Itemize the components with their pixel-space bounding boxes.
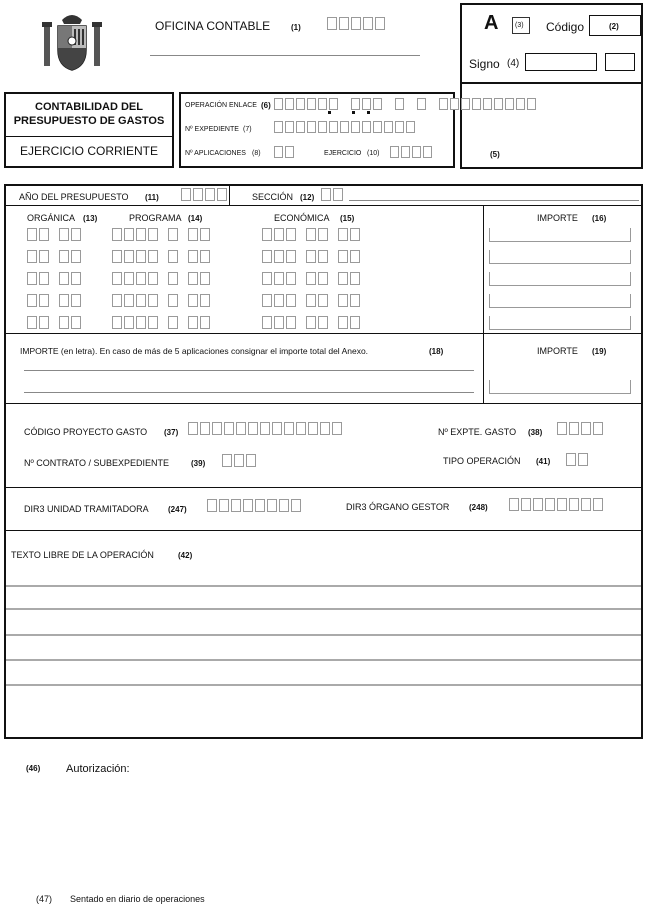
expediente-cells[interactable]	[274, 121, 415, 133]
anio-cells[interactable]	[181, 188, 227, 201]
autorizacion-num: (46)	[26, 764, 41, 773]
importe-label: IMPORTE	[537, 213, 578, 223]
tipo-operacion-num: (41)	[536, 457, 551, 466]
contrato-cells[interactable]	[222, 454, 256, 467]
programa-cells-row-5[interactable]	[112, 316, 210, 329]
importe-total-label: IMPORTE	[537, 346, 578, 356]
title-line2: PRESUPUESTO DE GASTOS	[13, 115, 165, 127]
aplicaciones-label: Nº APLICACIONES	[185, 150, 246, 157]
oficina-contable-label: OFICINA CONTABLE	[155, 19, 271, 33]
seccion-underline	[349, 200, 639, 201]
organica-label: ORGÁNICA	[27, 213, 76, 223]
expediente-num: (7)	[243, 126, 252, 133]
programa-label: PROGRAMA	[129, 213, 182, 223]
expte-gasto-label: Nº EXPTE. GASTO	[438, 427, 517, 437]
dir3-organo-label: DIR3 ÓRGANO GESTOR	[346, 502, 450, 512]
importe-field-row-2[interactable]	[489, 250, 631, 264]
field5-num: (5)	[490, 150, 500, 159]
contrato-label: Nº CONTRATO / SUBEXPEDIENTE	[24, 458, 169, 468]
anio-divider	[229, 184, 230, 205]
row-divider-3	[4, 403, 643, 404]
oficina-underline	[150, 55, 420, 56]
economica-cells-row-4[interactable]	[262, 294, 360, 307]
organica-num: (13)	[83, 214, 98, 223]
economica-cells-row-3[interactable]	[262, 272, 360, 285]
operacion-enlace-label: OPERACIÓN ENLACE	[185, 102, 257, 109]
organica-cells-row-2[interactable]	[27, 250, 81, 263]
dir3-organo-cells[interactable]	[509, 498, 603, 511]
row-divider-2	[4, 333, 643, 334]
texto-line-4[interactable]	[6, 659, 641, 661]
dir3-unidad-label: DIR3 UNIDAD TRAMITADORA	[24, 504, 149, 514]
expte-gasto-cells[interactable]	[557, 422, 603, 435]
letra-line-2[interactable]	[24, 392, 474, 393]
oficina-contable-cells[interactable]	[327, 17, 385, 30]
ejercicio-label: EJERCICIO	[324, 150, 362, 157]
economica-num: (15)	[340, 214, 355, 223]
economica-cells-row-2[interactable]	[262, 250, 360, 263]
contrato-num: (39)	[191, 459, 206, 468]
codigo-proyecto-num: (37)	[164, 428, 179, 437]
ejercicio-num: (10)	[367, 150, 380, 157]
texto-line-5[interactable]	[6, 684, 641, 686]
signo-num: (4)	[507, 58, 520, 69]
programa-cells-row-3[interactable]	[112, 272, 210, 285]
codigo-proyecto-label: CÓDIGO PROYECTO GASTO	[24, 427, 148, 437]
anio-label: AÑO DEL PRESUPUESTO	[19, 192, 129, 202]
coat-of-arms-icon	[40, 10, 104, 74]
oficina-contable-num: (1)	[291, 23, 301, 32]
row-divider-4	[4, 487, 643, 488]
importe-letra-num: (18)	[429, 347, 444, 356]
row-divider-5	[4, 530, 643, 531]
texto-line-1[interactable]	[6, 585, 641, 587]
seccion-num: (12)	[300, 193, 315, 202]
codigo-label: Código	[546, 20, 585, 34]
importe-num: (16)	[592, 214, 607, 223]
economica-cells-row-5[interactable]	[262, 316, 360, 329]
enlace-dot-2	[352, 111, 355, 114]
title-line1: CONTABILIDAD DEL	[35, 101, 143, 113]
importe-field-row-4[interactable]	[489, 294, 631, 308]
expediente-label: Nº EXPEDIENTE	[185, 126, 239, 133]
texto-line-2[interactable]	[6, 608, 641, 610]
organica-cells-row-4[interactable]	[27, 294, 81, 307]
importe-total-num: (19)	[592, 347, 607, 356]
importe-total-field[interactable]	[489, 380, 631, 394]
aplicaciones-cells[interactable]	[274, 146, 294, 158]
importe-field-row-5[interactable]	[489, 316, 631, 330]
ejercicio-cells[interactable]	[390, 146, 432, 158]
letter-num: (3)	[515, 22, 524, 29]
importe-letra-label: IMPORTE (en letra). En caso de más de 5 aplicaciones consignar el importe total del Anexo.	[20, 346, 369, 356]
autorizacion-label: Autorización:	[66, 763, 130, 775]
ejercicio-corriente: EJERCICIO CORRIENTE	[19, 144, 158, 158]
dir3-unidad-cells[interactable]	[207, 499, 301, 512]
letter-num-box	[512, 17, 530, 34]
row-divider-1	[4, 205, 643, 206]
expte-gasto-num: (38)	[528, 428, 543, 437]
texto-libre-label: TEXTO LIBRE DE LA OPERACIÓN	[11, 550, 154, 560]
codigo-proyecto-cells[interactable]	[188, 422, 342, 435]
dir3-organo-num: (248)	[469, 503, 488, 512]
codigo-num: (2)	[609, 22, 619, 31]
organica-cells-row-3[interactable]	[27, 272, 81, 285]
anio-num: (11)	[145, 193, 159, 202]
programa-cells-row-2[interactable]	[112, 250, 210, 263]
letra-line-1[interactable]	[24, 370, 474, 371]
texto-libre-num: (42)	[178, 551, 193, 560]
organica-cells-row-5[interactable]	[27, 316, 81, 329]
tipo-operacion-label: TIPO OPERACIÓN	[443, 456, 521, 466]
importe-field-row-1[interactable]	[489, 228, 631, 242]
texto-line-3[interactable]	[6, 634, 641, 636]
codigo-field[interactable]	[589, 15, 641, 36]
dir3-unidad-num: (247)	[168, 505, 187, 514]
title-divider	[4, 136, 174, 137]
programa-num: (14)	[188, 214, 203, 223]
seccion-label: SECCIÓN	[252, 192, 294, 202]
sentado-num: (47)	[36, 894, 53, 904]
importe-col-divider	[483, 205, 484, 403]
enlace-dot-1	[328, 111, 331, 114]
tipo-operacion-cells[interactable]	[566, 453, 588, 466]
signo-label: Signo	[469, 57, 500, 71]
signo-field-2[interactable]	[605, 53, 635, 71]
importe-field-row-3[interactable]	[489, 272, 631, 286]
operacion-enlace-cells[interactable]	[274, 98, 536, 110]
operacion-enlace-num: (6)	[261, 101, 271, 110]
organica-cells-row-1[interactable]	[27, 228, 81, 241]
seccion-cells[interactable]	[321, 188, 343, 201]
signo-field-1[interactable]	[525, 53, 597, 71]
programa-cells-row-4[interactable]	[112, 294, 210, 307]
enlace-dot-3	[367, 111, 370, 114]
sentado-label: Sentado en diario de operaciones	[70, 894, 205, 904]
programa-cells-row-1[interactable]	[112, 228, 210, 241]
economica-label: ECONÓMICA	[274, 213, 330, 223]
header-right-divider	[460, 82, 643, 84]
form-letter: A	[484, 12, 499, 34]
title-text	[4, 100, 174, 128]
economica-cells-row-1[interactable]	[262, 228, 360, 241]
aplicaciones-num: (8)	[252, 150, 261, 157]
